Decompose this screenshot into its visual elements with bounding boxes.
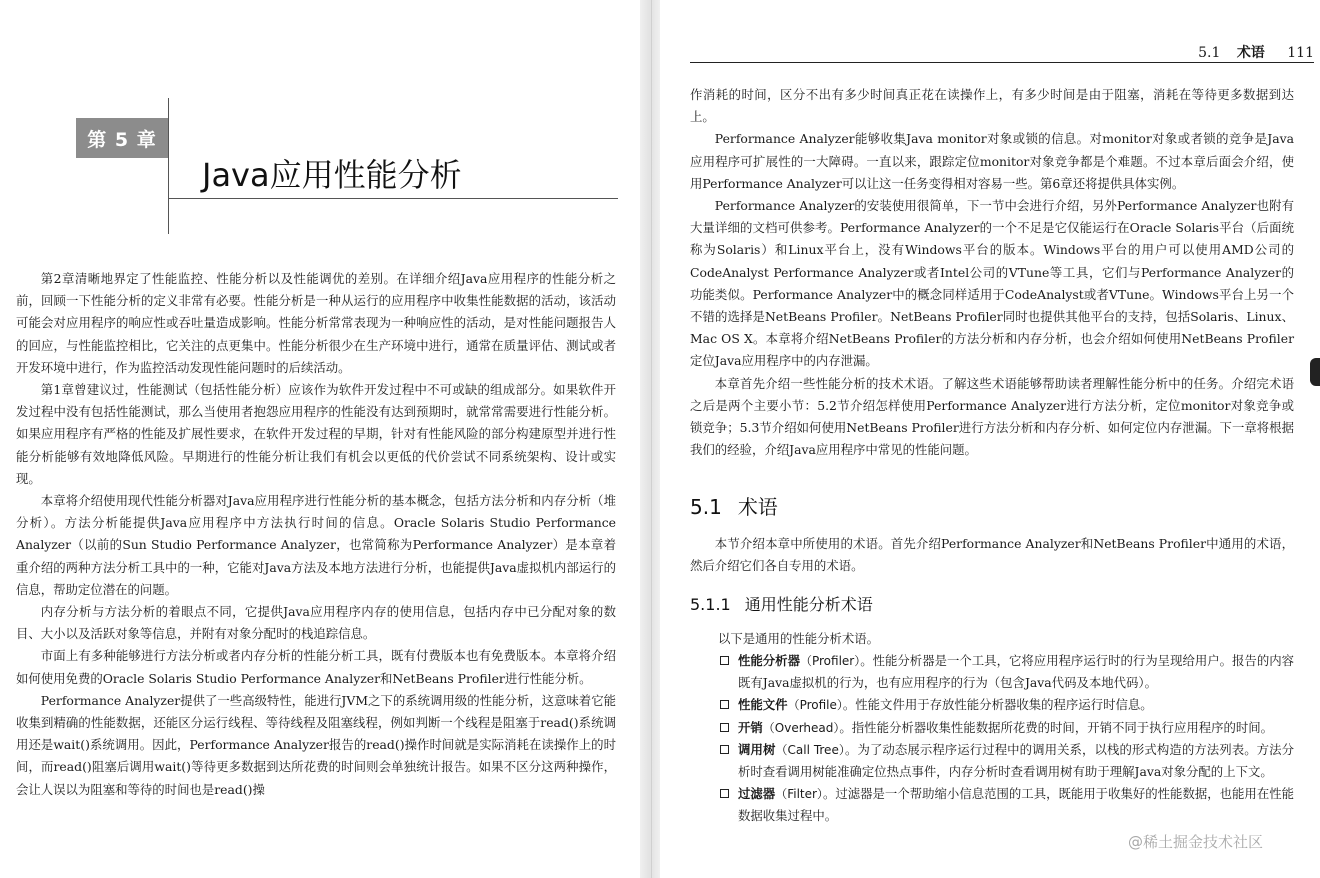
left-page [0,0,640,878]
paragraph: Performance Analyzer提供了一些高级特性，能进行JVM之下的系统调用级的性能分析，这意味着它能收集到精确的性能数据，还能区分运行线程、等待线程及阻塞线程，例如判断一个线程是阻塞于read()系统调用还是wait()系统调用。因此，Performance Analyzer报告的read()操作时间就是实际消耗在读操作上的时间，而read()阻塞后调用wait()等待更多数据到达所花费的时间则会单独统计报告。如果不区分这两种操作，会让人误以为阻塞和等待的时间也是read()操 [16,692,616,797]
checkbox-bullet-icon [720,723,729,732]
paragraph: 本章首先介绍一些性能分析的技术术语。了解这些术语能够帮助读者理解性能分析中的任务。介绍完术语之后是两个主要小节：5.2节介绍怎样使用Performance Analyzer进行方法分析，定位monitor对象竞争或锁竞争；5.3节介绍如何使用NetBeans Profiler进行方法分析和内存分析、如何定位内存泄漏。下一章将根据我们的经验，介绍Java应用程序中常见的性能问题。 [690,375,1294,458]
chapter-label: 第 5 章 [76,118,168,158]
paragraph: 市面上有多种能够进行方法分析或者内存分析的性能分析工具，既有付费版本也有免费版本。本章将介绍如何使用免费的Oracle Solaris Studio Performance Analyzer和NetBeans Profiler进行性能分析。 [16,648,616,686]
chapter-title: Java应用性能分析 [202,156,462,194]
running-head-section-title: 术语 [1236,45,1265,61]
right-page [660,0,1320,878]
section-intro [690,533,1294,577]
page-edge-tab [1310,358,1320,386]
term-name: 性能文件 [738,697,788,713]
subsection-heading [690,592,873,615]
term-english: （Call Tree） [775,742,845,757]
term-english: （Overhead） [762,720,840,735]
term-name: 调用树 [738,741,776,757]
paragraph: Performance Analyzer能够收集Java monitor对象或锁的信息。对monitor对象或者锁的竞争是Java应用程序可扩展性的一大障碍。一直以来，跟踪定位monitor对象竞争都是个难题。不过本章后面会介绍，使用Performance Analyzer可以让这一任务变得相对容易一些。第6章还将提供具体实例。 [690,131,1294,191]
term-description: 。指性能分析器收集性能数据所花费的时间，开销不同于执行应用程序的时间。 [839,719,1274,735]
paragraph: Performance Analyzer的安装使用很简单，下一节中会进行介绍，另外Performance Analyzer也附有大量详细的文档可供参考。Performance Analyzer的一个不足是它仅能运行在Oracle Solaris平台（后面统称为Solaris）和Linux平台上，没有Windows平台的版本。Windows平台的用户可以使用AMD公司的CodeAnalyst Performance Analyzer或者Intel公司的VTune等工具，它们与Performance Analyzer的功能类似。Performance Analyzer中的概念同样适用于CodeAnalyst或者VTune。Windows平台上另一个不错的选择是NetBeans Profiler。NetBeans Profiler同时也提供其他平台的支持，包括Solaris、Linux、Mac OS X。本章将介绍NetBeans Profiler的方法分析和内存分析，也会介绍如何使用NetBeans Profiler定位Java应用程序中的内存泄漏。 [690,198,1294,369]
term-name: 过滤器 [738,786,776,802]
chapter-vertical-rule [168,98,169,234]
term-english: （Profile） [787,698,843,713]
section-number: 5.1 [690,495,722,519]
section-title: 术语 [737,495,778,519]
term-name: 性能分析器 [738,653,800,668]
left-body-text [16,268,616,801]
running-head [690,42,1314,63]
checkbox-bullet-icon [720,656,729,665]
list-item [720,783,1294,827]
checkbox-bullet-icon [720,700,729,709]
section-heading [690,491,778,520]
paragraph: 第2章清晰地界定了性能监控、性能分析以及性能调优的差别。在详细介绍Java应用程序的性能分析之前，回顾一下性能分析的定义非常有必要。性能分析是一种从运行的应用程序中收集性能数据的活动，该活动可能会对应用程序的响应性或吞吐量造成影响。性能分析常常表现为一种响应性的活动，是对性能问题报告人的回应，与性能监控相比，它关注的点更集中。性能分析很少在生产环境中进行，通常在质量评估、测试或者开发环境中进行，作为监控活动发现性能问题时的后续活动。 [16,271,616,375]
term-description: 。过滤器是一个帮助缩小信息范围的工具，既能用于收集好的性能数据，也能用在性能数据收集过程中。 [738,786,1295,824]
term-name: 开销 [738,719,763,735]
term-english: （Filter） [775,787,823,802]
gutter-divider [651,0,652,878]
paragraph: 内存分析与方法分析的着眼点不同，它提供Java应用程序内存的使用信息，包括内存中已分配对象的数目、大小以及活跃对象等信息，并附有对象分配时的栈追踪信息。 [16,604,616,642]
list-item [720,717,1294,739]
chapter-horizontal-rule [168,198,618,199]
list-item [720,694,1294,716]
term-description: 。性能文件用于存放性能分析器收集的程序运行时信息。 [842,697,1153,713]
list-item [720,739,1294,783]
term-list [720,650,1294,828]
page-number: 111 [1287,45,1314,61]
checkbox-bullet-icon [720,789,729,798]
paragraph: 本章将介绍使用现代性能分析器对Java应用程序进行性能分析的基本概念，包括方法分析和内存分析（堆分析）。方法分析能提供Java应用程序中方法执行时间的信息。Oracle Solaris Studio Performance Analyzer（以前的Sun Studio Performance Analyzer，也常简称为Performance Analyzer）是本章着重介绍的两种方法分析工具中的一种，它能对Java方法及本地方法进行分析，也能提供Java虚拟机内部运行的信息，帮助定位潜在的问题。 [16,493,616,597]
running-head-section-number: 5.1 [1198,45,1221,61]
checkbox-bullet-icon [720,745,729,754]
term-description: 。为了动态展示程序运行过程中的调用关系，以栈的形式构造的方法列表。方法分析时查看调用树能准确定位热点事件，内存分析时查看调用树有助于理解Java对象分配的上下文。 [738,741,1295,780]
paragraph: 第1章曾建议过，性能测试（包括性能分析）应该作为软件开发过程中不可或缺的组成部分。如果软件开发过程中没有包括性能测试，那么当使用者抱怨应用程序的性能没有达到预期时，就常常需要进行性能分析。如果应用程序有严格的性能及扩展性要求，在软件开发过程的早期，针对有性能风险的部分构建原型并进行性能分析能够有效地降低风险。早期进行的性能分析让我们有机会以更低的代价尝试不同系统架构、设计或实现。 [16,382,616,486]
watermark: @稀土掘金技术社区 [1128,833,1264,851]
list-item [720,650,1294,694]
term-list-intro: 以下是通用的性能分析术语。 [718,631,880,646]
paragraph: 作消耗的时间，区分不出有多少时间真正花在读操作上，有多少时间是由于阻塞，消耗在等待更多数据到达上。 [690,87,1294,125]
book-gutter [640,0,660,878]
term-english: （Profiler） [799,654,861,668]
paragraph: 本节介绍本章中所使用的术语。首先介绍Performance Analyzer和NetBeans Profiler中通用的术语，然后介绍它们各自专用的术语。 [690,536,1294,574]
right-body-text [690,84,1294,461]
subsection-title: 通用性能分析术语 [744,595,873,614]
subsection-number: 5.1.1 [690,595,731,614]
term-description: 。性能分析器是一个工具，它将应用程序运行时的行为呈现给用户。报告的内容既有Java虚拟机的行为，也有应用程序的行为（包含Java代码及本地代码）。 [738,653,1295,691]
